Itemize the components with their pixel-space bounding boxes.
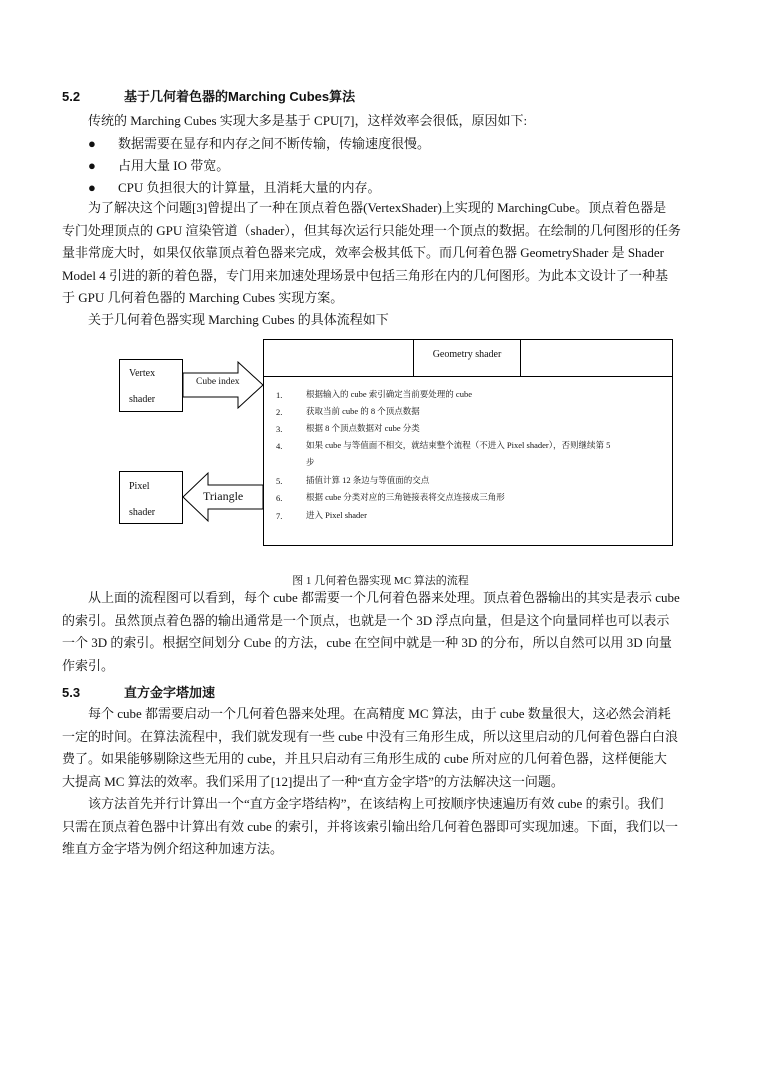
pixel-shader-line: Pixel xyxy=(129,481,150,492)
step-number: 4. xyxy=(276,441,283,451)
cube-index-label: Cube index xyxy=(196,377,240,387)
bullet-text: 数据需要在显存和内存之间不断传输，传输速度很慢。 xyxy=(118,136,431,151)
step-text: 步 xyxy=(306,457,315,467)
paragraph-line: 费了。如果能够剔除这些无用的 cube，并且只启动有三角形生成的 cube 所对应的几何着色器，这样便能大 xyxy=(62,751,667,766)
bullet-text: 占用大量 IO 带宽。 xyxy=(118,158,230,173)
step-text: 根据输入的 cube 索引确定当前要处理的 cube xyxy=(306,389,472,399)
step-number: 1. xyxy=(276,390,283,400)
paragraph-line: 关于几何着色器实现 Marching Cubes 的具体流程如下 xyxy=(88,312,389,327)
geometry-shader-title: Geometry shader xyxy=(432,349,502,360)
step-text: 进入 Pixel shader xyxy=(306,510,367,520)
paragraph-line: 从上面的流程图可以看到，每个 cube 都需要一个几何着色器来处理。顶点着色器输出的其实是表示 cube xyxy=(88,590,680,605)
paragraph-flow-explanation xyxy=(62,587,698,677)
intro-text: 传统的 Marching Cubes 实现大多是基于 CPU[7]，这样效率会很低，原因如下: xyxy=(88,113,528,128)
section-number: 5.2 xyxy=(62,89,81,104)
paragraph-line: 一个 3D 的索引。根据空间划分 Cube 的方法，cube 在空间中就是一种 3D 的分布，所以自然可以用 3D 向量 xyxy=(62,635,672,650)
paragraph-line: 维直方金字塔为例介绍这种加速方法。 xyxy=(62,841,284,856)
vertex-shader-line: shader xyxy=(129,394,156,405)
paragraph-line: 为了解决这个问题[3]曾提出了一种在顶点着色器(VertexShader)上实现的 MarchingCube。顶点着色器是 xyxy=(88,200,667,215)
vertex-shader-line: Vertex xyxy=(129,368,156,379)
section-title: 直方金字塔加速 xyxy=(124,685,216,700)
paragraph-line: 一定的时间。在算法流程中，我们就发现有一些 cube 中没有三角形生成，所以这里启动的几何着色器白白浪 xyxy=(62,728,679,744)
section-title: 基于几何着色器的Marching Cubes算法 xyxy=(124,89,356,104)
figure-caption: 图 1 几何着色器实现 MC 算法的流程 xyxy=(292,575,469,587)
step-number: 3. xyxy=(276,424,283,434)
step-text: 根据 8 个顶点数据对 cube 分类 xyxy=(306,423,420,433)
step-text: 获取当前 cube 的 8 个顶点数据 xyxy=(306,406,420,416)
paragraph-line: 每个 cube 都需要启动一个几何着色器来处理。在高精度 MC 算法，由于 cube 数量很大，这必然会消耗 xyxy=(88,706,671,721)
step-text: 根据 cube 分类对应的三角链接表将交点连接成三角形 xyxy=(306,492,505,502)
section-number: 5.3 xyxy=(62,685,81,700)
triangle-label: Triangle xyxy=(203,489,244,503)
paragraph-line: 只需在顶点着色器中计算出有效 cube 的索引，并将该索引输出给几何着色器即可实现加速。下面，我们以一 xyxy=(62,818,679,834)
paragraph-line: 该方法首先并行计算出一个“直方金字塔结构”，在该结构上可按顺序快速遍历有效 cube 的索引。我们 xyxy=(88,796,664,811)
paragraph-histopyramid-motivation xyxy=(62,703,698,793)
step-number: 7. xyxy=(276,511,283,521)
step-number: 2. xyxy=(276,407,283,417)
paragraph-histopyramid-method xyxy=(62,793,698,861)
bullet-dot-icon: ● xyxy=(88,180,96,195)
bullet-dot-icon: ● xyxy=(88,136,96,151)
step-text: 如果 cube 与等值面不相交，就结束整个流程（不进入 Pixel shader），否则继续第 5 xyxy=(306,440,611,450)
paragraph-line: 量非常庞大时，如果仅依靠顶点着色器来完成，效率会极其低下。而几何着色器 GeometryShader 是 Shader xyxy=(62,245,664,260)
paragraph-line: 于 GPU 几何着色器的 Marching Cubes 实现方案。 xyxy=(62,290,344,305)
paragraph-line: 作索引。 xyxy=(62,657,115,673)
pixel-shader-line: shader xyxy=(129,507,156,518)
paragraph-line: 大提高 MC 算法的效率。我们采用了[12]提出了一种“直方金字塔”的方法解决这一问题。 xyxy=(62,773,564,789)
section-5-3-heading xyxy=(62,682,215,701)
step-number: 5. xyxy=(276,476,283,486)
paragraph-line: 专门处理顶点的 GPU 渲染管道（shader），但其每次运行只能处理一个顶点的数据。在绘制的几何图形的任务 xyxy=(62,222,681,238)
paragraph-line: 的索引。虽然顶点着色器的输出通常是一个顶点，也就是一个 3D 浮点向量，但是这个向量同样也可以表示 xyxy=(62,612,670,628)
step-number: 6. xyxy=(276,493,283,503)
bullet-dot-icon: ● xyxy=(88,158,96,173)
paragraph-line: Model 4 引进的新的着色器，专门用来加速处理场景中包括三角形在内的几何图形。为此本文设计了一种基 xyxy=(62,267,668,283)
bullet-text: CPU 负担很大的计算量，且消耗大量的内存。 xyxy=(118,180,381,195)
step-text: 插值计算 12 条边与等值面的交点 xyxy=(306,475,430,485)
